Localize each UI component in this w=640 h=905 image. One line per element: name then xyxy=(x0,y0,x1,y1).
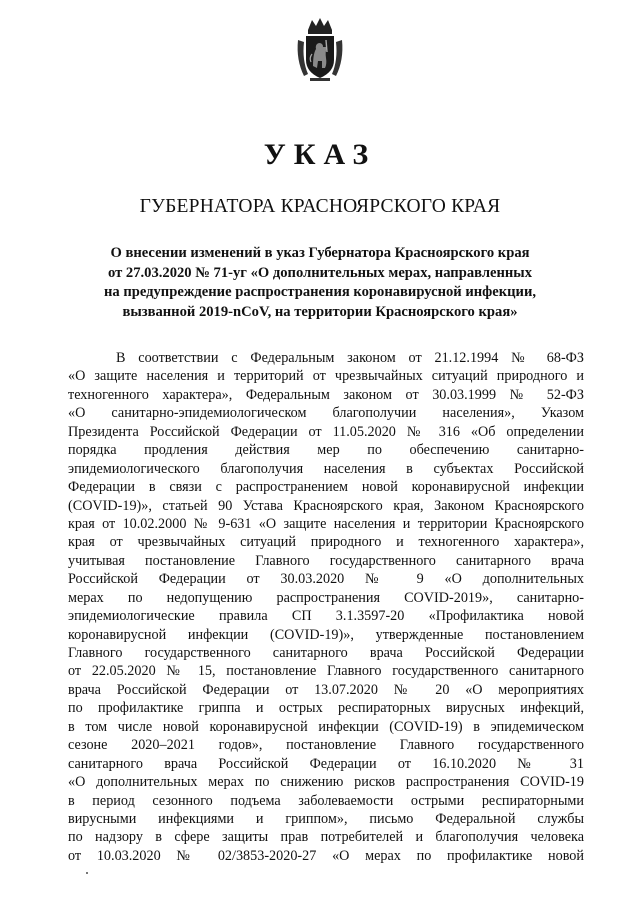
body-line: «О санитарно-эпидемиологическом благополучии населения», Указом xyxy=(68,405,584,422)
body-line: Российской Федерации от 30.03.2020 № 9 «О дополнительных xyxy=(68,571,584,588)
heading-line: на предупреждение распространения коронавирусной инфекции, xyxy=(103,284,537,300)
body-line: эпидемиологического благополучия населения в субъектах Российской xyxy=(68,460,584,477)
body-line: (COVID-19)», статьей 90 Устава Красноярского края, Законом Красноярского xyxy=(68,497,584,514)
body-line: техногенного характера», Федеральным законом от 30.03.1999 № 52-ФЗ xyxy=(68,386,584,403)
document-issuer: ГУБЕРНАТОРА КРАСНОЯРСКОГО КРАЯ xyxy=(139,196,501,217)
heading-line: О внесении изменений в указ Губернатора Красноярского края xyxy=(110,245,530,261)
body-line: учитывая постановление Главного государственного санитарного врача xyxy=(68,552,584,569)
body-line: эпидемиологические правила СП 3.1.3597-20 «Профилактика новой xyxy=(68,608,584,625)
document-body xyxy=(68,349,584,865)
heading-line: вызванной 2019-nCoV, на территории Красноярского края» xyxy=(122,303,518,320)
body-line: «О дополнительных мерах по снижению рисков распространения COVID-19 xyxy=(68,774,584,791)
body-line: от 22.05.2020 № 15, постановление Главного государственного санитарного xyxy=(68,663,584,680)
body-line: в том числе новой коронавирусной инфекции (COVID-19) в эпидемическом xyxy=(68,718,584,735)
body-line: в период сезонного подъема заболеваемости острыми респираторными xyxy=(68,792,584,809)
document-title: УКАЗ xyxy=(263,138,377,171)
document-heading xyxy=(66,244,574,322)
body-line: Главного государственного санитарного врача Российской Федерации xyxy=(68,645,584,661)
body-line: В соответствии с Федеральным законом от 21.12.1994 № 68-ФЗ xyxy=(116,350,584,366)
body-line: Президента Российской Федерации от 11.05.2020 № 316 «Об определении xyxy=(68,423,584,440)
body-line: вирусными инфекциями и гриппом», письмо Федеральной службы xyxy=(68,810,584,827)
body-line: по надзору в сфере защиты прав потребителей и благополучия человека xyxy=(68,829,584,846)
heading-line: от 27.03.2020 № 71-уг «О дополнительных мерах, направленных xyxy=(108,264,532,281)
body-line: края от 10.02.2000 № 9-631 «О защите населения и территории Красноярского xyxy=(68,515,584,532)
body-line: санитарного врача Российской Федерации от 16.10.2020 № 31 xyxy=(68,755,584,772)
body-line: порядка продления действия мер по обеспечению санитарно- xyxy=(68,442,584,459)
body-line: коронавирусной инфекции (COVID-19)», утвержденные постановлением xyxy=(68,626,584,643)
body-line: врача Российской Федерации от 13.07.2020 № 20 «О мероприятиях xyxy=(68,681,584,698)
body-line: мерах по недопущению распространения COVID-2019», санитарно- xyxy=(68,589,584,606)
body-line: по профилактике гриппа и острых респираторных вирусных инфекций, xyxy=(68,700,584,717)
krasnoyarsk-coat-of-arms-icon xyxy=(296,16,344,82)
body-line: сезоне 2020–2021 годов», постановление Главного государственного xyxy=(68,737,584,754)
body-line: от 10.03.2020 № 02/3853-2020-27 «О мерах по профилактике новой xyxy=(68,847,584,864)
body-line: Федерации в связи с распространением новой коронавирусной инфекции xyxy=(68,479,584,496)
body-line: края от чрезвычайных ситуаций природного и техногенного характера», xyxy=(68,534,584,551)
scan-artifact-dot xyxy=(86,872,88,874)
body-line: «О защите населения и территорий от чрезвычайных ситуаций природного и xyxy=(68,368,584,385)
